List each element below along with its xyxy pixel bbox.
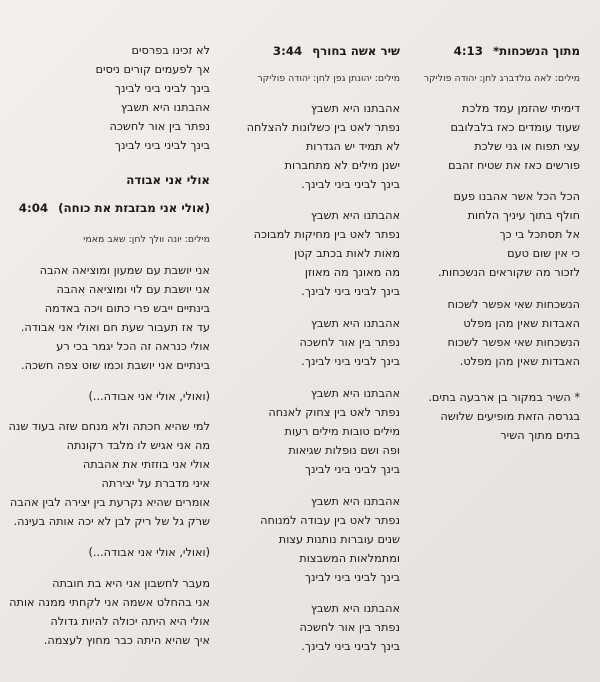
footnote-line: בגרסה הזאת מופיעים שלושה bbox=[440, 410, 580, 423]
song-credits: מילים: יהונתן גפן לחן: יהודה פוליקר bbox=[257, 73, 400, 84]
lyric-line: מאות לאות בכתב קטן bbox=[294, 247, 400, 260]
lyric-line: בינך לביני ביני לבינך. bbox=[301, 355, 400, 368]
lyric-line: בינך לביני ביני לבינך. bbox=[301, 285, 400, 298]
lyric-line: אולי אני בוזזתי את אהבתה bbox=[82, 458, 210, 471]
song-credits: מילים: לאה גולדברג לחן: יהודה פוליקר bbox=[423, 73, 580, 84]
lyric-line: דימיתי שהזמן עמד מלכת bbox=[461, 102, 580, 115]
lyric-line: הנשכחות שאי אפשר לשכוח bbox=[447, 298, 580, 311]
lyric-line: בינתיים ייבש פרי כתום ויכה באדמה bbox=[44, 302, 210, 315]
lyric-line: לא זכינו בפרסים bbox=[131, 44, 210, 57]
lyric-line: הנשכחות שאי אפשר לשכוח bbox=[447, 336, 580, 349]
lyric-line: נפתר לאט בין כשלונות להצלחה bbox=[246, 121, 400, 134]
lyric-line: אל תסתכל בי כך bbox=[499, 228, 580, 241]
lyric-line: אהבתנו היא תשבץ bbox=[310, 495, 400, 508]
lyric-line: בינך לביני ביני לבינך. bbox=[301, 178, 400, 191]
lyric-line: ופה ושם נופלות שגיאות bbox=[288, 444, 400, 457]
lyric-line: לזכור מה שקוראים הנשכחות. bbox=[438, 266, 580, 279]
lyric-line: אולי היא היתה יכולה להיות גדולה bbox=[50, 615, 210, 628]
lyric-line: שרק גל של ריק לבן לא יכה אותה בעינה. bbox=[13, 515, 210, 528]
lyric-line: אהבתנו היא תשבץ bbox=[310, 602, 400, 615]
song-title-1 bbox=[454, 42, 580, 60]
lyric-line: עצי תפוח או גני שלכת bbox=[474, 140, 580, 153]
footnote-line: * השיר במקור בן ארבעה בתים. bbox=[428, 391, 580, 404]
lyric-line: נפתר לאט בין צחוק לאנחה bbox=[268, 406, 400, 419]
lyric-line: בינך לביני ביני לבינך bbox=[114, 139, 210, 152]
lyric-line: בינך לביני ביני לבינך bbox=[304, 571, 400, 584]
lyric-line: בינך לביני ביני לבינך bbox=[114, 82, 210, 95]
lyric-line: ישנן מילים לא מתחברות bbox=[284, 159, 400, 172]
song-duration: 3:44 bbox=[272, 44, 303, 58]
lyric-line: איני מדברת על יצירתה bbox=[101, 477, 210, 490]
lyric-line: האבדות שאין מהן מפלט bbox=[463, 317, 580, 330]
song-subtitle-3 bbox=[19, 199, 210, 217]
lyric-line: ומתמלאות המשבצות bbox=[299, 552, 400, 565]
song-title-3: אולי אני אבודה bbox=[126, 173, 210, 187]
song-subtitle-text: (אולי אני מבזבזת את כוחה) bbox=[58, 201, 210, 215]
lyric-line: אומרים שהיא נקרעת בין יצירה לבין אהבה bbox=[9, 496, 210, 509]
lyric-line: אהבתנו היא תשבץ bbox=[310, 387, 400, 400]
lyric-line: האבדות שאין מהן מפלט. bbox=[459, 355, 580, 368]
lyric-line: אולי כנראה זה הכל יגמר בכי רע bbox=[56, 340, 210, 353]
lyric-line: למי שהיא חכתה ולא מנחם שזה בעוד שנה bbox=[8, 420, 210, 433]
song-duration: 4:04 bbox=[18, 201, 49, 215]
footnote-line: בתים מתוך השיר bbox=[500, 429, 580, 442]
lyric-line: אני בהחלט אשמה אני לקחתי ממנה אותה bbox=[9, 596, 210, 609]
lyric-line: נפתר לאט בין עבודה למנוחה bbox=[260, 514, 400, 527]
lyric-line: (ואולי, אולי אני אבודה...) bbox=[88, 546, 210, 559]
lyric-line: שנים עוברות נותנות עצות bbox=[278, 533, 400, 546]
lyric-line: אהבתנו היא תשבץ bbox=[310, 209, 400, 222]
lyric-line: (ואולי, אולי אני אבודה...) bbox=[88, 390, 210, 403]
lyric-line: נפתר בין אור לחשכה bbox=[299, 336, 400, 349]
lyric-line: נפתר בין אור לחשכה bbox=[109, 120, 210, 133]
lyric-line: בינתיים אני יושבת וכמו שוט צפה חשכה. bbox=[21, 359, 210, 372]
lyric-line: אני יושבת עם שמעון ומוציאה אהבה bbox=[39, 264, 210, 277]
song-title-2 bbox=[273, 42, 400, 60]
lyric-line: מעבר לחשבון אני היא בת חובתה bbox=[52, 577, 210, 590]
lyric-line: חולף בתוך עיניך הלחות bbox=[467, 209, 580, 222]
lyric-line: נפתר בין אור לחשכה bbox=[299, 621, 400, 634]
lyric-line: איך שהיא היתה כבר מחוץ לעצמה. bbox=[43, 634, 210, 647]
lyric-line: אהבתנו היא תשבץ bbox=[310, 102, 400, 115]
lyric-line: אהבתנו היא תשבץ bbox=[310, 317, 400, 330]
lyric-line: בינך לביני ביני לבינך bbox=[304, 463, 400, 476]
lyric-line: שעוד עומדים כאז בלבלובם bbox=[450, 121, 580, 134]
song-title-text: שיר אשה בחורף bbox=[312, 44, 400, 58]
lyric-line: נפתר לאט בין מחיקות למבוכה bbox=[253, 228, 400, 241]
lyric-line: מה מאונך מה מאוזן bbox=[304, 266, 400, 279]
lyric-line: לא תמיד יש הגדרות bbox=[305, 140, 400, 153]
lyric-line: אך לפעמים קורים ניסים bbox=[95, 63, 210, 76]
lyric-line: עד אז תעבור שעת חם ואולי אני אבודה. bbox=[20, 321, 210, 334]
song-duration: 4:13 bbox=[453, 44, 483, 58]
song-title-text: מתוך הנשכחות* bbox=[492, 44, 580, 58]
lyric-line: אני יושבת עם לוי ומוציאה אהבה bbox=[56, 283, 210, 296]
lyric-line: מילים טובות מילים רעות bbox=[284, 425, 400, 438]
lyric-line: בינך לביני ביני לבינך. bbox=[301, 640, 400, 653]
lyric-line: אהבתנו היא תשבץ bbox=[120, 101, 210, 114]
lyric-line: כי אין שום טעם bbox=[507, 247, 580, 260]
lyric-line: פורשים כאז את שטיח זהבם bbox=[448, 159, 580, 172]
lyric-line: מה אני אגיש לו מלבד רקונתה bbox=[66, 439, 210, 452]
song-credits: מילים: יונה וולך לחן: שאב מאמי bbox=[83, 234, 210, 245]
lyric-line: הכל הכל אשר אהבנו פעם bbox=[453, 190, 580, 203]
